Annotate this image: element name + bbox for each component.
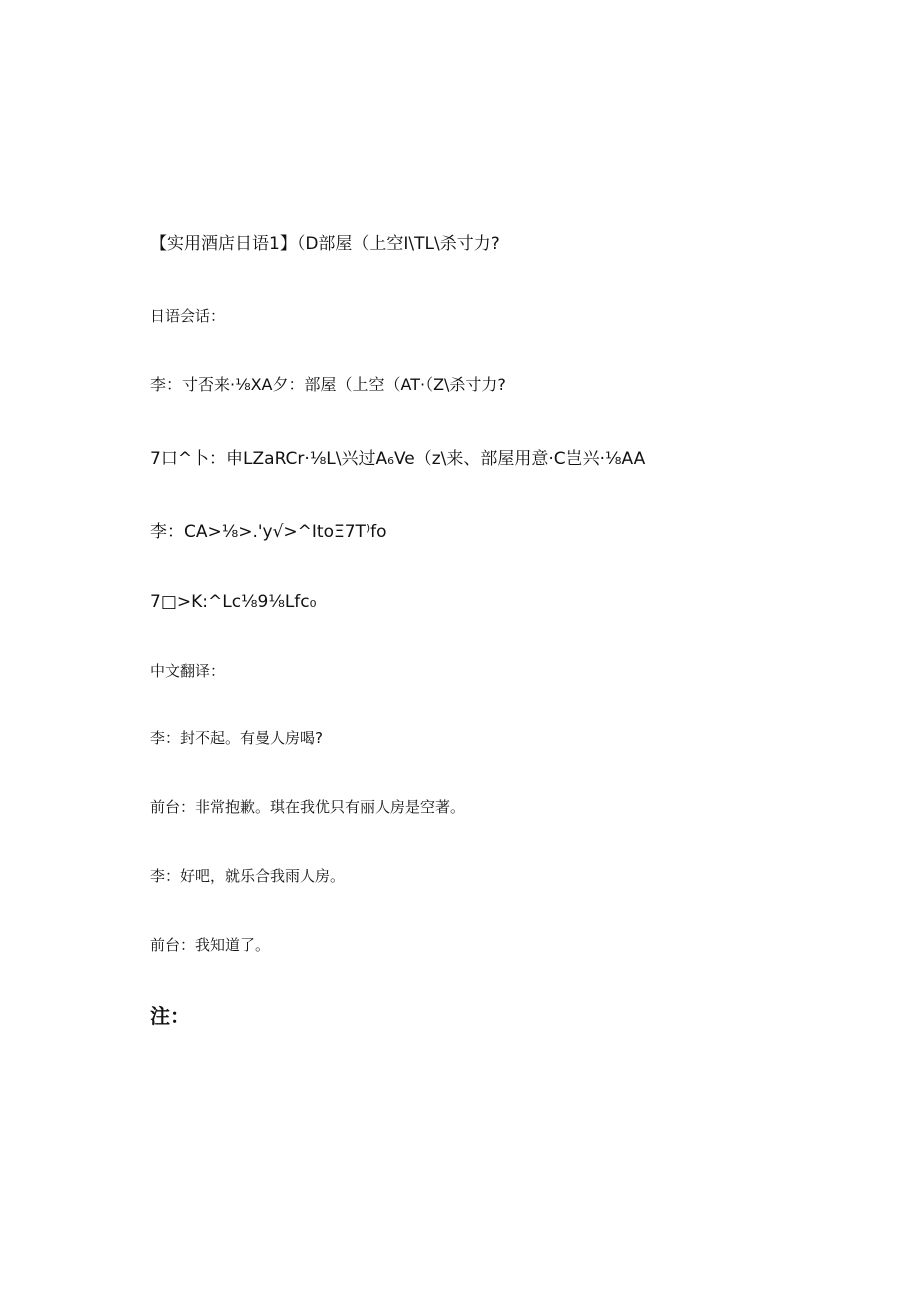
japanese-conversation-heading: 日语会话： [150, 307, 226, 325]
chinese-translation-line: 前台：我知道了。 [150, 936, 271, 954]
chinese-translation-line: 前台：非常抱歉。琪在我优只有丽人房是空著。 [150, 798, 466, 816]
document-title: 【实用酒店日语1】（D部屋（上空I\TL\杀寸力? [150, 234, 500, 254]
japanese-dialogue-line: 7□>K:^Lc⅛9⅛Lfc₀ [150, 592, 317, 612]
note-heading: 注： [150, 1004, 190, 1028]
chinese-translation-line: 李：好吧，就乐合我雨人房。 [150, 867, 346, 885]
chinese-translation-line: 李：封不起。有曼人房喝? [150, 729, 323, 747]
chinese-translation-heading: 中文翻译： [150, 662, 226, 680]
japanese-dialogue-line: 7口^卜：申LZaRCr·⅛L\兴过A₆Ve（z\来、部屋用意·C岂兴·⅛AA [150, 449, 646, 469]
japanese-dialogue-line: 李：CA>⅛>.'y√>^ItoΞ7T⁾fo [150, 522, 387, 542]
japanese-dialogue-line: 李：寸否来·⅛XA夕：部屋（上空（AT·（Z\杀寸力? [150, 375, 506, 394]
